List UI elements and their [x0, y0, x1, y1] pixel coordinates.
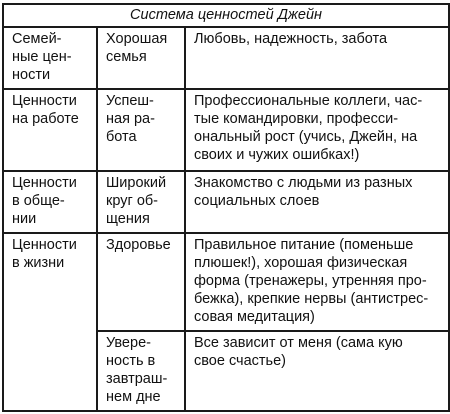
- subcategory-cell: Увере- ность в завтраш- нем дне: [97, 331, 185, 411]
- content-cell: Правильное питание (поменьше плюшек!), хорошая физическая форма (тренажеры, утренняя про- бежка), крепкие нервы (антистрес- совая медитация): [185, 233, 449, 331]
- table-row: [3, 27, 449, 89]
- content-cell: Любовь, надежность, забота: [185, 27, 449, 89]
- subcategory-cell: Хорошая семья: [97, 27, 185, 89]
- category-cell: Семей- ные цен- ности: [3, 27, 97, 89]
- content-cell: Профессиональные коллеги, час- тые командировки, професси- ональный рост (учись, Джейн, на своих и чужих ошибках!): [185, 89, 449, 171]
- subcategory-cell: Широкий круг об- щения: [97, 171, 185, 233]
- content-cell: Все зависит от меня (сама кую свое счастье): [185, 331, 449, 411]
- table-title-row: [3, 4, 449, 27]
- table-title: Система ценностей Джейн: [3, 4, 449, 27]
- table-row: [3, 233, 449, 331]
- content-cell: Знакомство с людьми из разных социальных слоев: [185, 171, 449, 233]
- subcategory-cell: Успеш- ная ра- бота: [97, 89, 185, 171]
- category-cell: Ценности в жизни: [3, 233, 97, 411]
- table-row: [3, 89, 449, 171]
- category-cell: Ценности в обще- нии: [3, 171, 97, 233]
- values-table: [2, 3, 450, 412]
- category-cell: Ценности на работе: [3, 89, 97, 171]
- table-row: [3, 171, 449, 233]
- subcategory-cell: Здоровье: [97, 233, 185, 331]
